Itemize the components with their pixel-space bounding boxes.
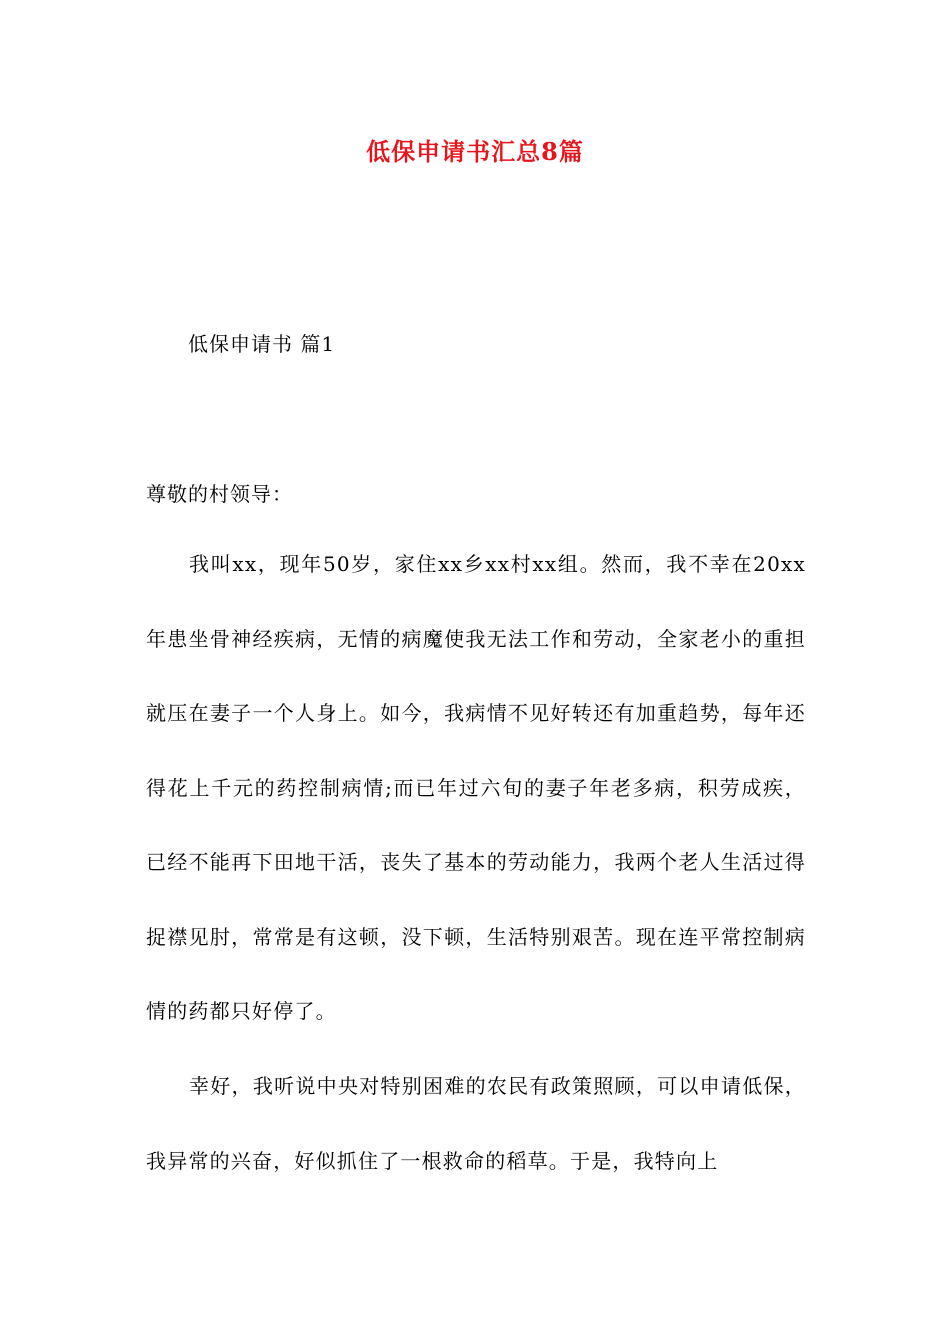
salutation: 尊敬的村领导：: [146, 482, 293, 506]
body-paragraph: 幸好，我听说中央对特别困难的农民有政策照顾，可以申请低保，我异常的兴奋，好似抓住了一根救命的稻草。于是，我特向上: [146, 1074, 806, 1173]
section-heading: 低保申请书 篇1: [188, 332, 336, 356]
body-paragraph: 我叫xx，现年50岁，家住xx乡xx村xx组。然而，我不幸在20xx年患坐骨神经疾病，无情的病魔使我无法工作和劳动，全家老小的重担就压在妻子一个人身上。如今，我病情不见好转还有加重趋势，每年还得花上千元的药控制病情;而已年过六旬的妻子年老多病，积劳成疾，已经不能再下田地干活，丧失了基本的劳动能力，我两个老人生活过得捉襟见肘，常常是有这顿，没下顿，生活特别艰苦。现在连平常控制病情的药都只好停了。: [146, 552, 806, 1023]
document-title: 低保申请书汇总8篇: [366, 137, 584, 166]
